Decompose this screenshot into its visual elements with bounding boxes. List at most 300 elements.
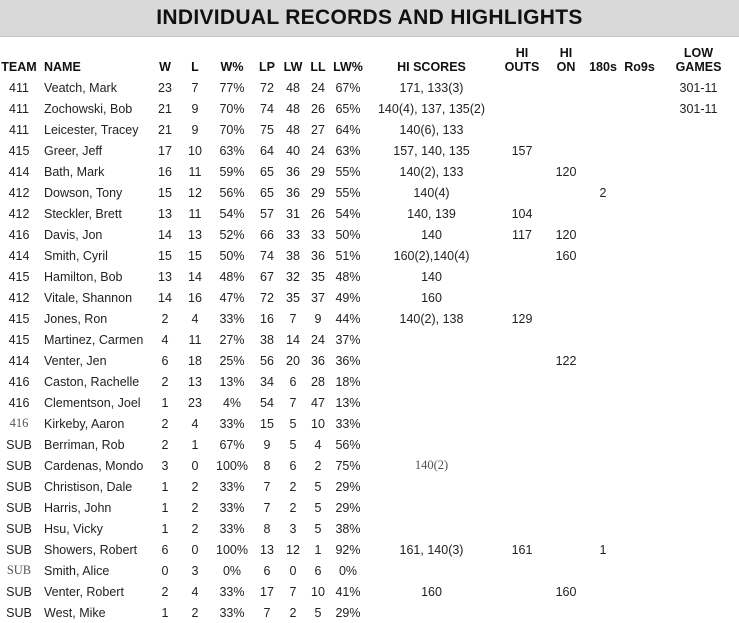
cell-name: Hsu, Vicky [44,521,103,536]
cell-w: 23 [158,80,172,95]
cell-low-games [658,413,739,434]
cell-l: 0 [191,542,199,557]
column-header-lw: LW [283,60,303,74]
cell-lw: 3 [289,521,297,536]
cell-ro9s [621,371,658,392]
cell-low-games [658,350,739,371]
cell-win-pct: 48% [219,269,245,284]
cell-l: 7 [191,80,199,95]
cell-hi-scores [366,350,497,371]
column-header-team: TEAM [1,60,37,74]
cell-ll: 4 [314,437,322,452]
table-row [0,329,739,350]
cell-lw: 20 [286,353,300,368]
cell-w: 6 [161,542,169,557]
cell-lw-pct: 29% [335,605,361,620]
cell-team: SUB [6,500,32,515]
cell-ro9s [621,224,658,245]
cell-ro9s [621,539,658,560]
cell-lw-pct: 48% [335,269,361,284]
table-row [0,539,739,560]
cell-hi-outs [497,518,547,539]
cell-low-games [658,161,739,182]
cell-l: 2 [191,605,199,620]
cell-l: 15 [188,248,202,263]
cell-low-games [658,455,739,476]
cell-w: 2 [161,584,169,599]
cell-ll: 6 [314,563,322,578]
cell-low-games [658,203,739,224]
cell-team: 414 [8,164,30,179]
cell-w: 14 [158,227,172,242]
cell-name: Hamilton, Bob [44,269,123,284]
cell-lw-pct: 50% [335,227,361,242]
cell-low-games [658,518,739,539]
column-header-low-games: LOW GAMES [675,46,722,74]
cell-lp: 74 [260,248,274,263]
cell-hi-on [547,497,585,518]
table-row [0,119,739,140]
cell-w: 2 [161,311,169,326]
cell-win-pct: 59% [219,164,245,179]
table-row [0,224,739,245]
cell-name: Veatch, Mark [44,80,117,95]
cell-l: 18 [188,353,202,368]
cell-ll: 27 [311,122,325,137]
cell-team: 416 [8,374,30,389]
cell-hi-scores [366,371,497,392]
cell-hi-scores: 171, 133(3) [399,80,464,95]
cell-lw: 2 [289,479,297,494]
cell-lp: 17 [260,584,274,599]
cell-team: SUB [6,584,32,599]
cell-lw-pct: 55% [335,164,361,179]
cell-lw: 35 [286,290,300,305]
cell-win-pct: 13% [219,374,245,389]
cell-team: SUB [6,542,32,557]
cell-lw: 12 [286,542,300,557]
cell-win-pct: 27% [219,332,245,347]
column-header-lp: LP [259,60,275,74]
cell-hi-on [547,560,585,581]
cell-team: 414 [8,353,30,368]
cell-hi-scores [366,329,497,350]
cell-low-games [658,182,739,203]
cell-hi-on: 160 [555,584,577,599]
cell-ro9s [621,77,658,98]
cell-team: 416 [8,227,30,242]
cell-name: Bath, Mark [44,164,105,179]
cell-team: 411 [9,80,29,95]
cell-team: 415 [8,332,30,347]
cell-low-games [658,434,739,455]
cell-180s [585,161,621,182]
cell-lw-pct: 54% [335,206,361,221]
cell-name: Venter, Robert [44,584,124,599]
cell-w: 17 [158,143,172,158]
cell-180s [585,140,621,161]
cell-180s [585,203,621,224]
cell-ro9s [621,308,658,329]
cell-180s [585,98,621,119]
cell-hi-on [547,455,585,476]
cell-lp: 34 [260,374,274,389]
cell-lp: 7 [263,500,271,515]
cell-lw: 6 [289,458,297,473]
cell-lw-pct: 64% [335,122,361,137]
cell-low-games [658,539,739,560]
cell-name: Vitale, Shannon [44,290,133,305]
cell-ro9s [621,455,658,476]
cell-hi-outs [497,182,547,203]
cell-lw-pct: 41% [335,584,361,599]
cell-180s: 2 [599,185,607,200]
cell-hi-on [547,182,585,203]
cell-lw: 0 [289,563,297,578]
cell-team: 416 [8,395,30,410]
cell-l: 14 [188,269,202,284]
cell-lp: 15 [260,416,274,431]
cell-l: 9 [191,101,199,116]
cell-team: 412 [8,206,30,221]
cell-win-pct: 33% [219,521,245,536]
cell-team: 412 [8,185,30,200]
cell-team: 415 [8,143,30,158]
cell-low-games [658,119,739,140]
cell-lw: 48 [286,122,300,137]
records-table [0,37,739,623]
cell-win-pct: 33% [219,311,245,326]
cell-hi-on [547,98,585,119]
cell-hi-on: 120 [555,164,577,179]
cell-hi-scores [366,392,497,413]
cell-hi-scores: 140 [421,227,442,242]
cell-name: Kirkeby, Aaron [44,416,125,431]
cell-lw: 40 [286,143,300,158]
cell-name: Smith, Alice [44,563,110,578]
cell-hi-outs: 129 [511,311,533,326]
cell-hi-outs [497,581,547,602]
cell-lw: 38 [286,248,300,263]
cell-lw-pct: 63% [335,143,361,158]
cell-team: SUB [6,458,32,473]
cell-l: 11 [188,332,202,347]
cell-lw: 7 [289,311,297,326]
cell-ro9s [621,119,658,140]
cell-ll: 5 [314,521,322,536]
column-header-name: NAME [44,60,81,74]
cell-180s [585,77,621,98]
cell-l: 1 [191,437,199,452]
table-row [0,245,739,266]
cell-team: SUB [6,605,32,620]
cell-ro9s [621,329,658,350]
cell-hi-scores [366,434,497,455]
cell-l: 2 [191,521,199,536]
cell-hi-outs [497,371,547,392]
cell-ll: 28 [311,374,325,389]
table-row [0,434,739,455]
cell-win-pct: 56% [219,185,245,200]
table-row [0,308,739,329]
cell-name: Greer, Jeff [44,143,103,158]
cell-lp: 57 [260,206,274,221]
cell-w: 1 [161,395,169,410]
cell-win-pct: 70% [219,122,245,137]
column-header-lw-pct: LW% [333,60,363,74]
cell-w: 14 [158,290,172,305]
cell-lw-pct: 56% [335,437,361,452]
cell-ro9s [621,182,658,203]
cell-win-pct: 70% [219,101,245,116]
cell-hi-outs [497,434,547,455]
cell-lw: 5 [289,437,297,452]
cell-w: 1 [161,605,169,620]
cell-hi-on [547,371,585,392]
cell-team: 411 [9,122,29,137]
cell-name: Caston, Rachelle [44,374,140,389]
cell-hi-outs [497,413,547,434]
cell-hi-outs [497,77,547,98]
cell-hi-on [547,287,585,308]
cell-win-pct: 33% [219,479,245,494]
cell-low-games: 301-11 [679,80,718,95]
cell-ro9s [621,245,658,266]
cell-hi-outs: 161 [511,542,533,557]
table-row [0,518,739,539]
cell-180s [585,350,621,371]
cell-low-games [658,245,739,266]
cell-ro9s [621,203,658,224]
cell-180s [585,245,621,266]
cell-180s [585,119,621,140]
cell-l: 4 [191,311,199,326]
cell-l: 23 [188,395,202,410]
cell-180s [585,560,621,581]
cell-name: Venter, Jen [44,353,107,368]
cell-180s [585,371,621,392]
cell-lp: 7 [263,605,271,620]
cell-w: 15 [158,248,172,263]
cell-lp: 64 [260,143,274,158]
cell-ro9s [621,413,658,434]
cell-name: Berriman, Rob [44,437,125,452]
table-row [0,413,739,434]
cell-lw: 7 [289,395,297,410]
cell-hi-scores: 140(2) [414,458,449,472]
table-row [0,98,739,119]
cell-lw-pct: 36% [335,353,361,368]
cell-hi-outs [497,392,547,413]
cell-hi-outs [497,560,547,581]
cell-lw-pct: 18% [335,374,361,389]
cell-w: 21 [158,122,172,137]
cell-180s [585,287,621,308]
cell-ll: 9 [314,311,322,326]
cell-low-games [658,266,739,287]
cell-ll: 26 [311,101,325,116]
cell-hi-on [547,329,585,350]
cell-lw: 6 [289,374,297,389]
cell-ro9s [621,476,658,497]
cell-ro9s [621,161,658,182]
cell-ll: 37 [311,290,325,305]
cell-ro9s [621,560,658,581]
cell-ro9s [621,434,658,455]
column-header-hi-on: HI ON [556,46,576,74]
cell-lw: 33 [286,227,300,242]
cell-l: 13 [188,227,202,242]
cell-team: 412 [8,290,30,305]
cell-lw-pct: 65% [335,101,361,116]
cell-l: 3 [191,563,199,578]
column-header-hi-scores: HI SCORES [397,60,466,74]
table-row [0,392,739,413]
cell-hi-on [547,119,585,140]
cell-hi-scores [366,413,497,434]
cell-ll: 35 [311,269,325,284]
cell-w: 1 [161,500,169,515]
cell-win-pct: 0% [222,563,242,578]
cell-w: 21 [158,101,172,116]
cell-180s [585,392,621,413]
cell-ro9s [621,581,658,602]
cell-hi-on [547,413,585,434]
cell-l: 4 [191,584,199,599]
cell-low-games [658,371,739,392]
cell-hi-outs [497,350,547,371]
table-row [0,371,739,392]
cell-ro9s [621,392,658,413]
cell-l: 4 [191,416,199,431]
cell-team: SUB [6,479,32,494]
cell-lp: 72 [260,80,274,95]
cell-180s [585,581,621,602]
cell-low-games [658,329,739,350]
cell-l: 2 [191,479,199,494]
cell-low-games [658,560,739,581]
cell-ro9s [621,350,658,371]
cell-win-pct: 33% [219,500,245,515]
cell-lp: 72 [260,290,274,305]
cell-ll: 5 [314,479,322,494]
cell-hi-scores: 140 [421,269,442,284]
cell-lw: 5 [289,416,297,431]
cell-w: 16 [158,164,172,179]
cell-w: 2 [161,374,169,389]
cell-lp: 6 [263,563,271,578]
cell-ro9s [621,98,658,119]
cell-win-pct: 50% [219,248,245,263]
cell-hi-outs [497,98,547,119]
cell-ro9s [621,140,658,161]
cell-180s [585,476,621,497]
cell-hi-outs: 117 [512,227,532,242]
cell-lw-pct: 49% [335,290,361,305]
cell-hi-scores: 157, 140, 135 [393,143,470,158]
cell-ro9s [621,287,658,308]
cell-w: 4 [161,332,169,347]
cell-lw-pct: 55% [335,185,361,200]
cell-w: 1 [161,479,169,494]
cell-low-games [658,476,739,497]
cell-win-pct: 52% [219,227,245,242]
cell-low-games [658,392,739,413]
cell-180s [585,497,621,518]
column-header-180s: 180s [589,60,617,74]
cell-name: Harris, John [44,500,112,515]
cell-lw-pct: 92% [335,542,361,557]
table-row [0,203,739,224]
cell-lp: 67 [260,269,274,284]
cell-lw-pct: 13% [335,395,361,410]
cell-hi-on [547,539,585,560]
cell-low-games [658,287,739,308]
cell-hi-on: 120 [555,227,577,242]
cell-180s [585,455,621,476]
cell-lw: 36 [286,164,300,179]
cell-hi-scores: 160 [421,290,442,305]
table-row [0,350,739,371]
cell-hi-on [547,434,585,455]
cell-hi-on [547,77,585,98]
cell-lp: 8 [263,521,271,536]
column-header-w: W [159,60,171,74]
cell-lp: 65 [260,164,274,179]
column-header-l: L [191,60,199,74]
cell-lw-pct: 44% [335,311,361,326]
cell-hi-on [547,266,585,287]
table-row [0,182,739,203]
cell-hi-outs [497,245,547,266]
cell-lp: 16 [260,311,274,326]
cell-win-pct: 47% [219,290,245,305]
cell-hi-on [547,518,585,539]
cell-lp: 74 [260,101,274,116]
table-row [0,476,739,497]
cell-180s [585,434,621,455]
cell-hi-outs: 157 [511,143,533,158]
cell-l: 13 [188,374,202,389]
cell-l: 16 [188,290,202,305]
cell-ll: 36 [311,248,325,263]
cell-lp: 13 [260,542,274,557]
cell-win-pct: 77% [219,80,245,95]
cell-lw-pct: 0% [338,563,358,578]
cell-hi-outs [497,287,547,308]
cell-hi-scores: 140, 139 [407,206,456,221]
cell-hi-scores: 140(4) [413,185,450,200]
cell-lp: 38 [260,332,274,347]
cell-ll: 1 [314,542,322,557]
cell-name: Clementson, Joel [44,395,141,410]
cell-l: 11 [188,206,202,221]
cell-lp: 7 [263,479,271,494]
page-title: INDIVIDUAL RECORDS AND HIGHLIGHTS [156,6,583,29]
cell-w: 2 [161,437,169,452]
cell-hi-scores [366,518,497,539]
table-row [0,581,739,602]
cell-lp: 66 [260,227,274,242]
cell-team: SUB [6,437,32,452]
cell-ll: 26 [311,206,325,221]
cell-name: West, Mike [44,605,106,620]
cell-ll: 5 [314,605,322,620]
cell-ll: 2 [314,458,322,473]
cell-lw: 2 [289,605,297,620]
cell-hi-scores: 140(4), 137, 135(2) [377,101,485,116]
table-body [0,77,739,623]
